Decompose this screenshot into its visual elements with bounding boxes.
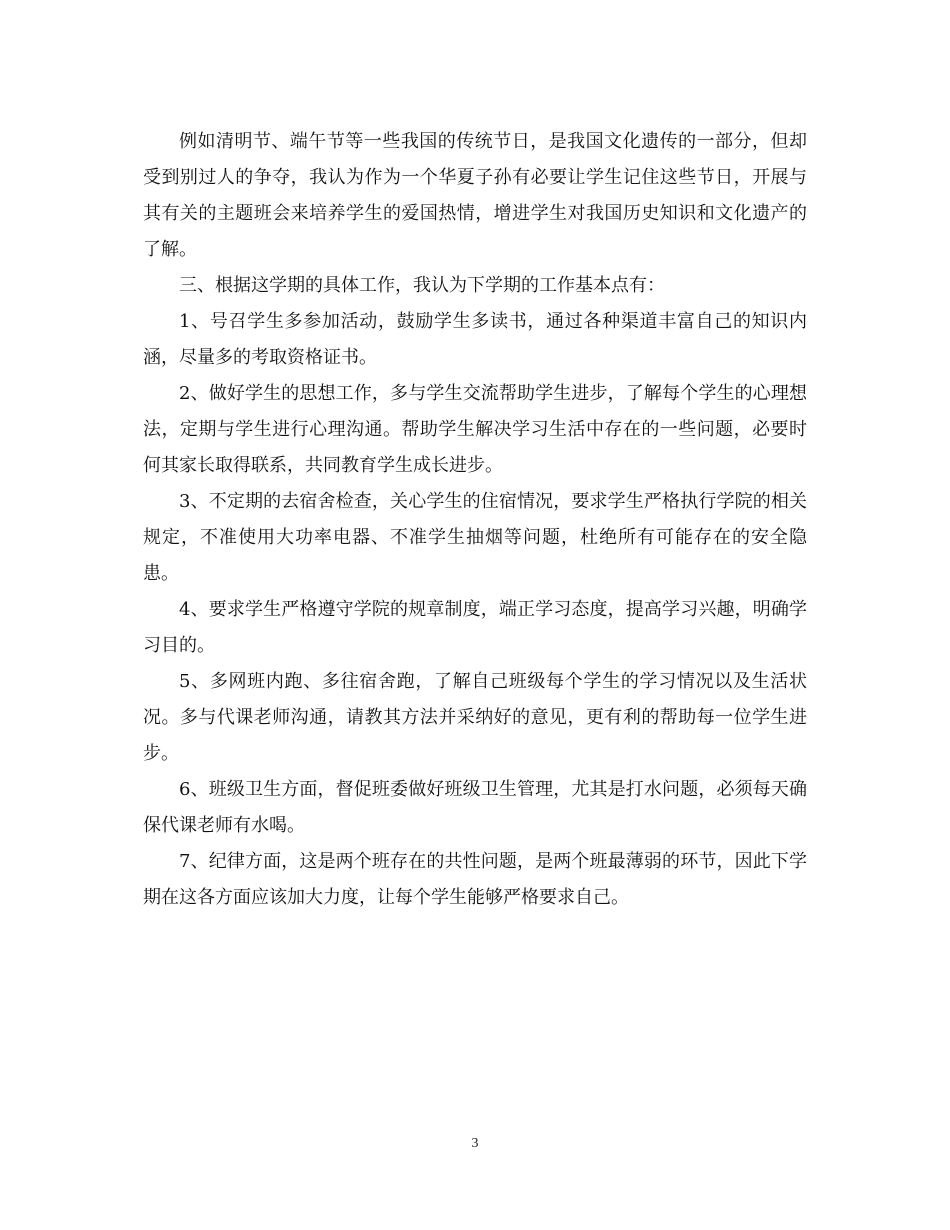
paragraph-intro: 例如清明节、端午节等一些我国的传统节日，是我国文化遗传的一部分，但却受到别过人的争夺，我认为作为一个华夏子孙有必要让学生记住这些节日，开展与其有关的主题班会来培养学生的爱国热情，增进学生对我国历史知识和文化遗产的了解。 (143, 131, 807, 260)
paragraph-item-1: 1、号召学生多参加活动，鼓励学生多读书，通过各种渠道丰富自己的知识内涵，尽量多的考取资格证书。 (143, 311, 807, 368)
paragraph-item-7: 7、纪律方面，这是两个班存在的共性问题，是两个班最薄弱的环节，因此下学期在这各方面应该加大力度，让每个学生能够严格要求自己。 (143, 851, 807, 908)
document-body (143, 124, 807, 916)
paragraph-item-5: 5、多网班内跑、多往宿舍跑，了解自己班级每个学生的学习情况以及生活状况。多与代课老师沟通，请教其方法并采纳好的意见，更有利的帮助每一位学生进步。 (143, 671, 807, 764)
page-number: 3 (471, 1136, 479, 1151)
paragraph-item-6: 6、班级卫生方面，督促班委做好班级卫生管理，尤其是打水问题，必须每天确保代课老师有水喝。 (143, 779, 807, 836)
paragraph-item-4: 4、要求学生严格遵守学院的规章制度，端正学习态度，提高学习兴趣，明确学习目的。 (143, 599, 807, 656)
paragraph-item-3: 3、不定期的去宿舍检查，关心学生的住宿情况，要求学生严格执行学院的相关规定，不准使用大功率电器、不准学生抽烟等问题，杜绝所有可能存在的安全隐患。 (143, 491, 807, 584)
paragraph-section-three-heading: 三、根据这学期的具体工作，我认为下学期的工作基本点有： (179, 275, 665, 296)
paragraph-item-2: 2、做好学生的思想工作，多与学生交流帮助学生进步，了解每个学生的心理想法，定期与学生进行心理沟通。帮助学生解决学习生活中存在的一些问题，必要时何其家长取得联系，共同教育学生成长进步。 (143, 383, 807, 476)
